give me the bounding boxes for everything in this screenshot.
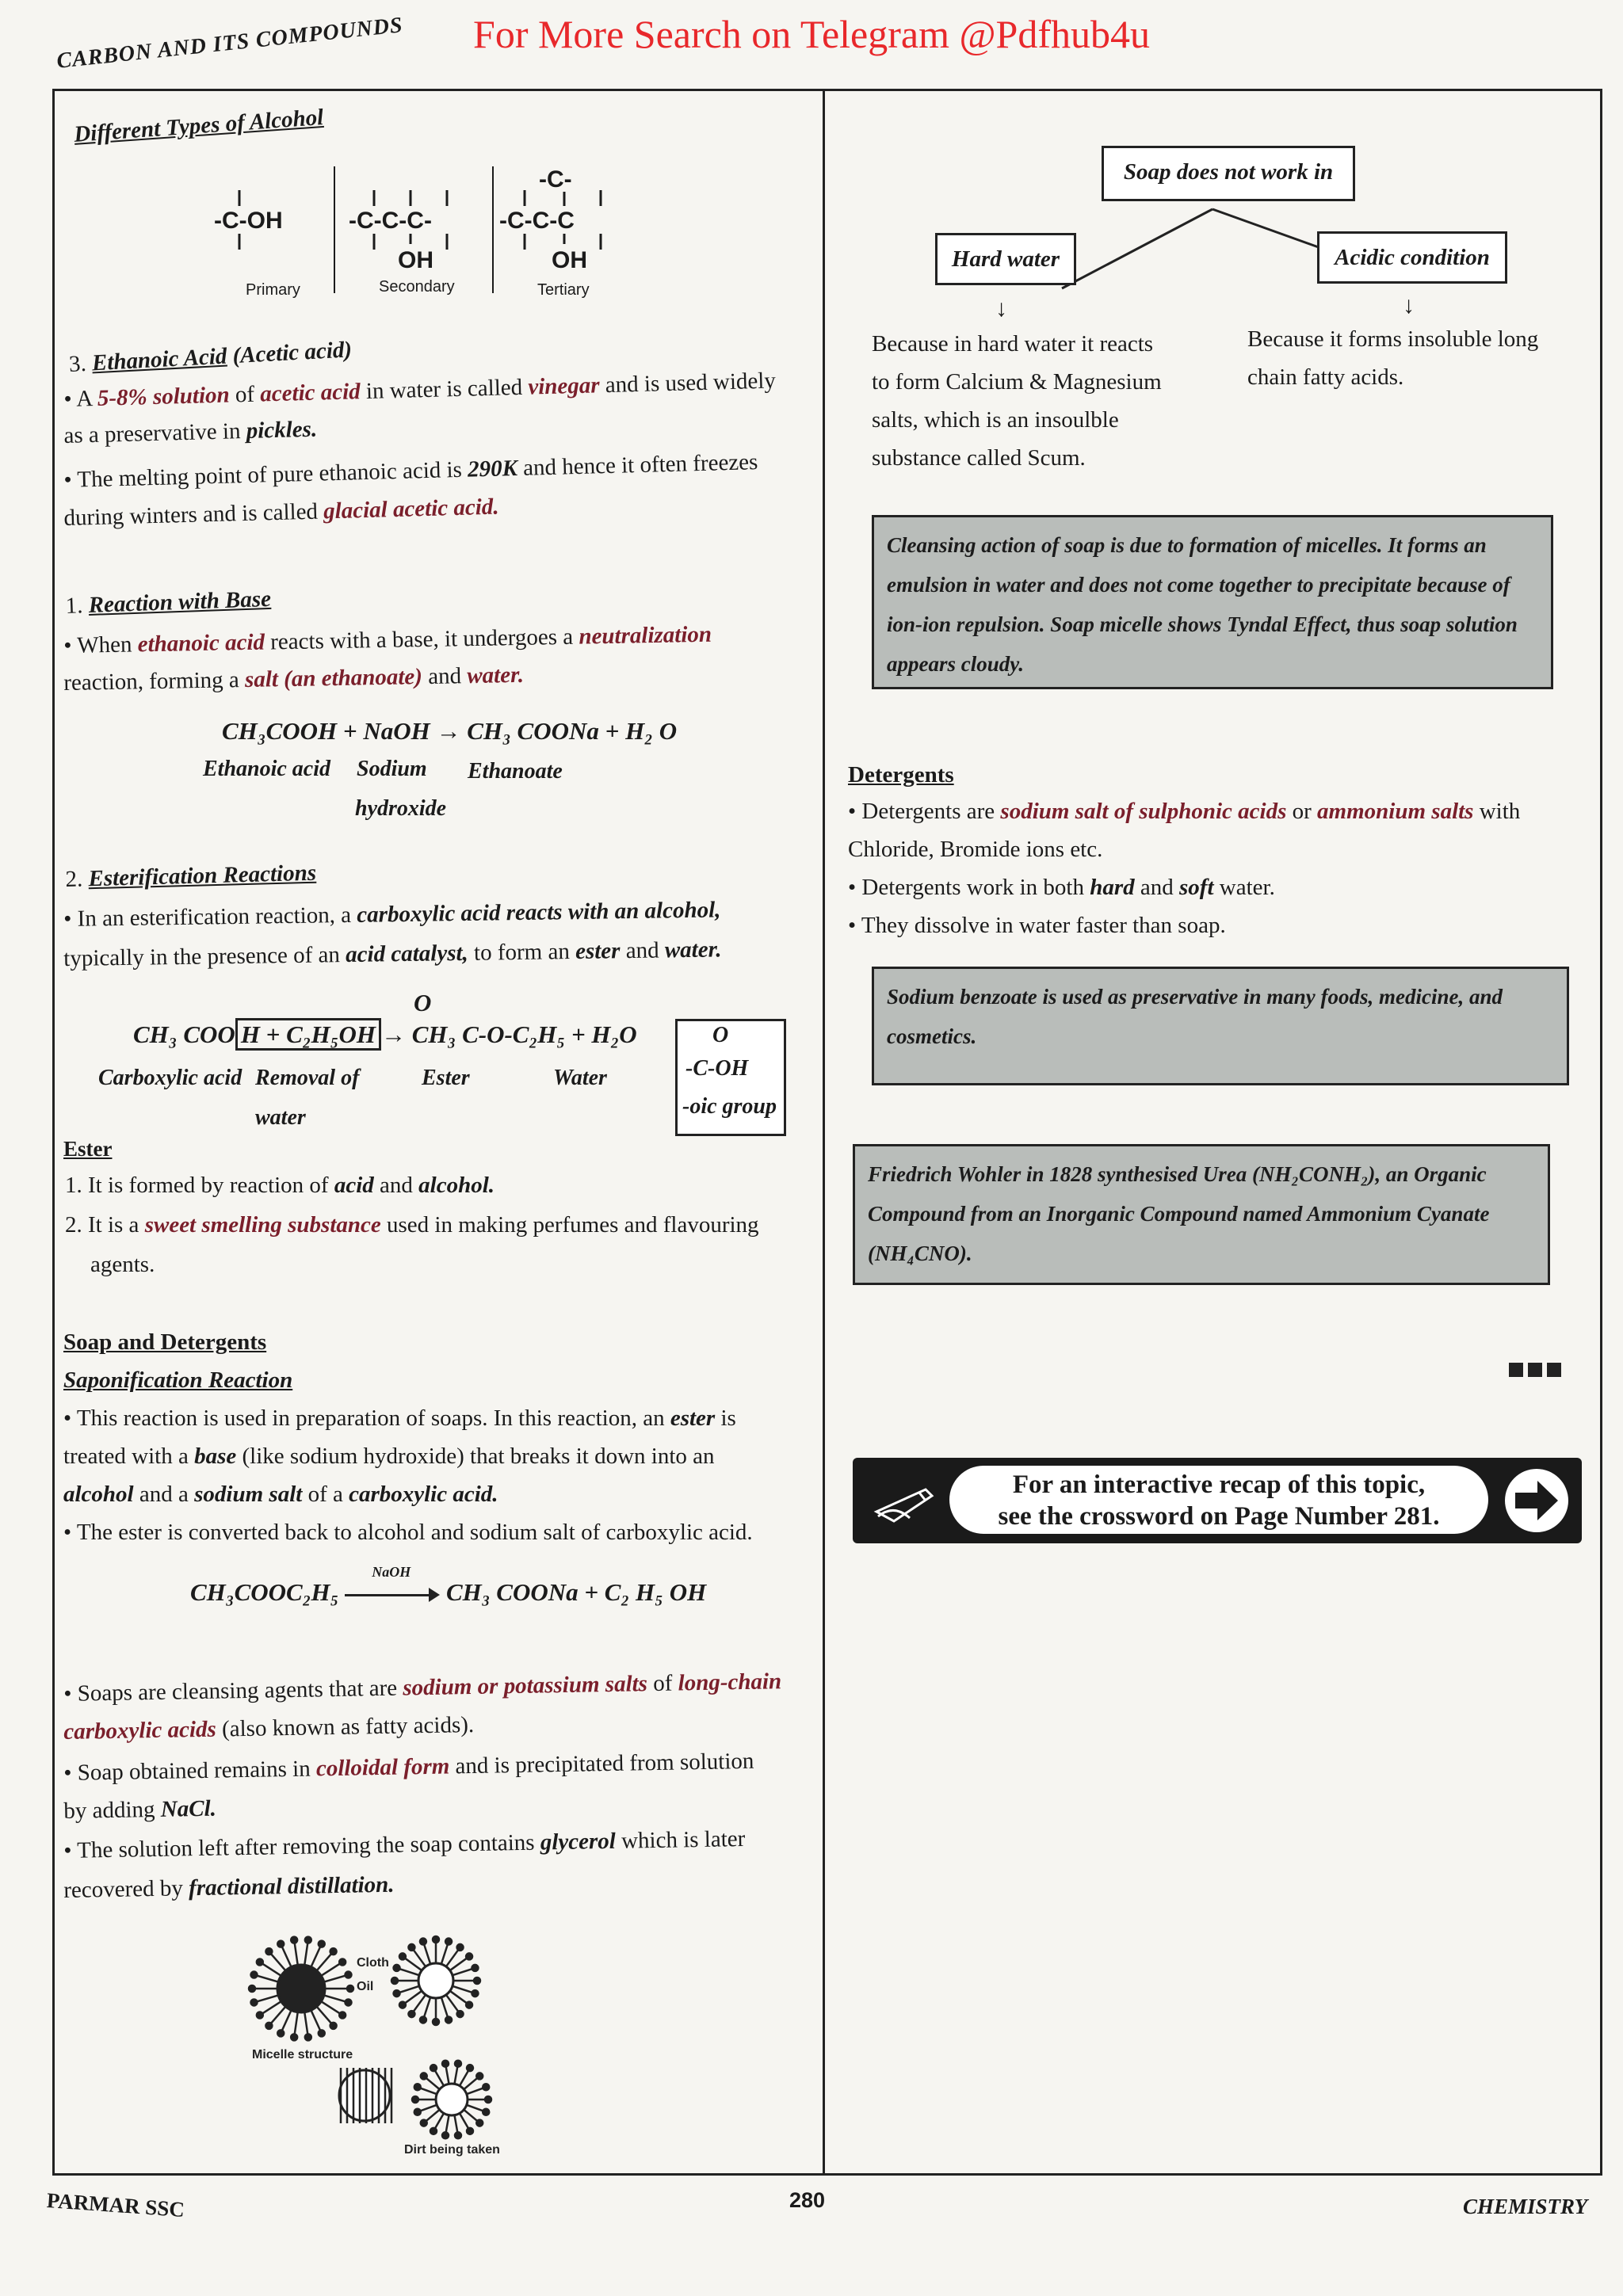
- crossword-banner[interactable]: [853, 1458, 1582, 1543]
- micelle-head: [251, 1999, 258, 2005]
- micelle-head: [421, 2120, 427, 2126]
- ester-rx-label-ester: Ester: [422, 1066, 470, 1090]
- micelle-right: [418, 1963, 453, 1998]
- micelle-head: [345, 1972, 351, 1978]
- acetic-title: Ethanoic Acid: [91, 343, 228, 376]
- ester-rx-removal-box: H + C₂H₅OH: [235, 1018, 381, 1051]
- base-equation: CH₃COOH + NaOH → CH₃ COONa + H₂ O: [222, 717, 678, 745]
- base-heading: 1. Reaction with Base: [65, 585, 272, 619]
- micelle-head: [347, 1985, 353, 1992]
- micelle-head: [408, 1944, 414, 1951]
- hard-water-arrow: ↓: [995, 296, 1007, 322]
- ester-rx-line-2: typically in the presence of an acid catalyst, to form an ester and water.: [63, 936, 722, 971]
- micelle-head: [305, 1937, 311, 1943]
- banner[interactable]: For More Search on Telegram @Pdfhub4u: [473, 12, 1150, 56]
- cleansing-box: [872, 515, 1553, 689]
- micelle-head: [394, 1965, 400, 1971]
- ester-rx-label-water2: Water: [553, 1066, 607, 1090]
- detergents-d1b: Chloride, Bromide ions etc.: [848, 837, 1103, 862]
- micelle-head: [466, 1953, 472, 1959]
- detergents-d1: • Detergents are sodium salt of sulphonic acids or ammonium salts with: [848, 799, 1521, 824]
- micelle-head: [442, 2132, 449, 2138]
- end-marker-2: [1528, 1363, 1542, 1377]
- micelle-head: [433, 2019, 439, 2025]
- detergents-title: Detergents: [848, 762, 954, 788]
- soap-p3: alcohol and a sodium salt of a carboxylic acid.: [63, 1482, 498, 1507]
- benzoate-l1: Sodium benzoate is used as preservative in many foods, medicine, and: [887, 985, 1503, 1009]
- soap-fails-box: Soap does not work in: [1102, 146, 1355, 201]
- micelle-head: [433, 1936, 439, 1943]
- acidic-l2: chain fatty acids.: [1247, 364, 1404, 390]
- oic-label: -oic group: [682, 1094, 777, 1119]
- crossword-pill: [949, 1466, 1488, 1534]
- chapter-title: CARBON AND ITS COMPOUNDS: [55, 13, 404, 74]
- micelle-head: [277, 1941, 284, 1947]
- ester-rx-label-removal: Removal of: [255, 1066, 360, 1090]
- micelle-structure-label: Micelle structure: [252, 2048, 353, 2061]
- end-marker-1: [1509, 1363, 1523, 1377]
- micelle-head: [445, 1939, 452, 1945]
- ester-rx-heading: 2. Esterification Reactions: [65, 860, 317, 892]
- soap-p2: treated with a base (like sodium hydroxide) that breaks it down into an: [63, 1444, 715, 1469]
- footer-publisher: PARMAR SSC: [45, 2188, 185, 2222]
- micelle-head: [414, 2084, 421, 2090]
- acidic-box: Acidic condition: [1317, 231, 1507, 284]
- ester-rx-carbonyl-o: O: [414, 989, 432, 1016]
- micelle-head: [421, 2073, 427, 2079]
- micelle-head: [474, 1978, 480, 1984]
- wohler-l1: Friedrich Wohler in 1828 synthesised Urea (NH₂CONH₂), an Organic: [868, 1162, 1487, 1186]
- micelle-head: [257, 1958, 263, 1965]
- micelle-head: [339, 1958, 346, 1965]
- svg-text:-C-C-C: -C-C-C: [499, 208, 575, 234]
- micelle-head: [457, 1944, 464, 1951]
- micelle-head: [412, 2096, 418, 2103]
- micelle-head: [345, 1999, 351, 2005]
- cleansing-l1: Cleansing action of soap is due to formation of micelles. It forms an: [887, 533, 1487, 557]
- micelle-head: [455, 2132, 461, 2138]
- micelle-head: [430, 2065, 437, 2071]
- ester-rx-label-acid: Carboxylic acid: [98, 1066, 242, 1090]
- ester-item-2b: agents.: [90, 1252, 155, 1277]
- oic-c: -C-OH: [685, 1056, 749, 1081]
- base-line-2: reaction, forming a salt (an ethanoate) and water.: [63, 662, 525, 696]
- saponification-equation: CH₃COOC₂H₅ NaOH CH₃ COONa + C₂ H₅ OH: [190, 1563, 707, 1606]
- micelle-head: [483, 2084, 489, 2090]
- micelle-head: [319, 2030, 325, 2036]
- micelle-head: [420, 1939, 426, 1945]
- ester-title: Ester: [63, 1137, 113, 1161]
- acetic-number: 3.: [68, 350, 87, 377]
- micelle-head: [442, 2061, 449, 2067]
- saponification-title: Saponification Reaction: [63, 1367, 293, 1393]
- micelle-head: [472, 1965, 478, 1971]
- ester-item-1: 1. It is formed by reaction of acid and alcohol.: [65, 1173, 495, 1198]
- acetic-bullet-2b: during winters and is called glacial acetic acid.: [63, 494, 499, 531]
- micelle-head: [457, 2011, 464, 2017]
- micelle-head: [485, 2096, 491, 2103]
- soap-title: Soap and Detergents: [63, 1329, 267, 1355]
- micelle-head: [399, 1953, 406, 1959]
- arrow-right-icon[interactable]: [1501, 1465, 1572, 1536]
- micelle-head: [430, 2128, 437, 2134]
- soap-q6: recovered by fractional distillation.: [63, 1871, 395, 1903]
- crossword-l1: For an interactive recap of this topic,: [1012, 1470, 1426, 1499]
- micelle-head: [277, 2030, 284, 2036]
- micelle-head: [455, 2061, 461, 2067]
- hard-water-box: Hard water: [935, 233, 1076, 285]
- cleansing-l2: emulsion in water and does not come together to precipitate because of: [887, 573, 1510, 597]
- micelle-head: [330, 2023, 337, 2029]
- soap-q3: • Soap obtained remains in colloidal form and is precipitated from solution: [63, 1748, 754, 1786]
- footer-page-number: 280: [789, 2188, 826, 2212]
- micelle-head: [466, 2002, 472, 2008]
- dirt-label: Dirt being taken: [404, 2143, 500, 2157]
- soap-q4: by adding NaCl.: [63, 1795, 217, 1824]
- micelle-head: [467, 2065, 473, 2071]
- secondary-label: Secondary: [379, 278, 455, 296]
- micelle-head: [420, 2016, 426, 2023]
- alcohol-structures: [198, 158, 848, 301]
- micelle-head: [251, 1972, 258, 1978]
- micelle-head: [265, 2023, 272, 2029]
- pen-note-icon: [870, 1472, 941, 1527]
- soap-q5: • The solution left after removing the soap contains glycerol which is later: [63, 1825, 746, 1863]
- ester-rx-line-1: • In an esterification reaction, a carboxylic acid reacts with an alcohol,: [63, 897, 721, 932]
- micelle-head: [257, 2012, 263, 2019]
- hard-water-l3: salts, which is an insoulble: [872, 407, 1119, 433]
- column-divider: [823, 89, 825, 2176]
- base-label-sodium: Sodium: [357, 757, 427, 781]
- benzoate-box: [872, 967, 1569, 1085]
- ester-rx-equation: CH₃ COO H + C₂H₅OH → CH₃ C-O-C₂H₅ + H₂O: [133, 1020, 637, 1049]
- micelle-head: [394, 1990, 400, 1997]
- tertiary-oh: OH: [552, 247, 587, 273]
- micelle-head: [291, 2034, 297, 2040]
- cleansing-l4: appears cloudy.: [887, 652, 1024, 676]
- oic-o: O: [712, 1023, 729, 1047]
- soap-q1: • Soaps are cleansing agents that are sodium or potassium salts of long-chain: [63, 1669, 782, 1707]
- micelle-head: [305, 2034, 311, 2040]
- acetic-bullet-1b: as a preservative in pickles.: [63, 416, 318, 448]
- micelle-left: [277, 1965, 325, 2012]
- svg-text:-C-: -C-: [539, 166, 572, 193]
- micelle-head: [399, 2002, 406, 2008]
- primary-label: Primary: [246, 281, 300, 299]
- micelle-head: [414, 2109, 421, 2115]
- micelle-head: [339, 2012, 346, 2019]
- naoh-arrow: [345, 1563, 440, 1607]
- footer-subject: CHEMISTRY: [1463, 2195, 1588, 2218]
- micelle-figure: [238, 1925, 650, 2163]
- soap-q2: carboxylic acids (also known as fatty acids).: [63, 1711, 475, 1745]
- oil-label: Oil: [357, 1980, 374, 1993]
- wohler-box: [853, 1144, 1550, 1285]
- micelle-head: [249, 1985, 255, 1992]
- detergents-d2: • Detergents work in both hard and soft water.: [848, 875, 1275, 900]
- wohler-l2: Compound from an Inorganic Compound named Ammonium Cyanate: [868, 1202, 1490, 1226]
- micelle-head: [472, 1990, 478, 1997]
- micelle-head: [483, 2109, 489, 2115]
- acidic-l1: Because it forms insoluble long: [1247, 326, 1539, 352]
- cloth-label: Cloth: [357, 1956, 389, 1970]
- svg-text:-C-C-C-: -C-C-C-: [349, 208, 432, 234]
- micelle-head: [476, 2073, 483, 2079]
- detergents-d3: • They dissolve in water faster than soap.: [848, 913, 1226, 938]
- acetic-bullet-1: • A 5-8% solution of acetic acid in water is called vinegar and is used widely: [63, 368, 777, 412]
- tertiary-label: Tertiary: [537, 281, 590, 299]
- micelle-head: [476, 2120, 483, 2126]
- soap-p4: • The ester is converted back to alcohol and sodium salt of carboxylic acid.: [63, 1520, 753, 1545]
- svg-text:-C-OH: -C-OH: [214, 208, 283, 234]
- alcohol-title: Different Types of Alcohol: [73, 104, 325, 147]
- micelle-head: [445, 2016, 452, 2023]
- micelle-head: [391, 1978, 398, 1984]
- hard-water-l1: Because in hard water it reacts: [872, 331, 1154, 357]
- base-label-ethanoate: Ethanoate: [468, 759, 563, 784]
- acidic-arrow: ↓: [1403, 292, 1415, 318]
- ester-item-2: 2. It is a sweet smelling substance used in making perfumes and flavouring: [65, 1212, 759, 1238]
- oic-group-box: [675, 1019, 786, 1136]
- base-label-ethanoic: Ethanoic acid: [203, 757, 331, 781]
- micelle-head: [291, 1937, 297, 1943]
- micelle-head: [319, 1941, 325, 1947]
- acetic-title-sub: (Acetic acid): [231, 337, 353, 369]
- hard-water-l2: to form Calcium & Magnesium: [872, 369, 1162, 395]
- micelle-head: [330, 1948, 337, 1955]
- micelle-head: [265, 1948, 272, 1955]
- soap-p1: • This reaction is used in preparation of soaps. In this reaction, an ester is: [63, 1405, 736, 1431]
- hard-water-l4: substance called Scum.: [872, 445, 1086, 471]
- crossword-l2: see the crossword on Page Number 281.: [998, 1502, 1440, 1531]
- benzoate-l2: cosmetics.: [887, 1024, 977, 1048]
- secondary-oh: OH: [398, 247, 433, 273]
- micelle-head: [467, 2128, 473, 2134]
- wohler-l3: (NH₄CNO).: [868, 1241, 972, 1265]
- ester-rx-label-water1: water: [255, 1105, 306, 1130]
- micelle-head: [408, 2011, 414, 2017]
- base-label-hydroxide: hydroxide: [355, 796, 447, 821]
- cleansing-l3: ion-ion repulsion. Soap micelle shows Tyndal Effect, thus soap solution: [887, 612, 1518, 636]
- acetic-bullet-2: • The melting point of pure ethanoic acid is 290K and hence it often freezes: [63, 449, 758, 493]
- naoh-catalyst: NaOH: [372, 1563, 411, 1580]
- base-line-1: • When ethanoic acid reacts with a base, it undergoes a neutralization: [63, 621, 712, 658]
- end-marker-3: [1547, 1363, 1561, 1377]
